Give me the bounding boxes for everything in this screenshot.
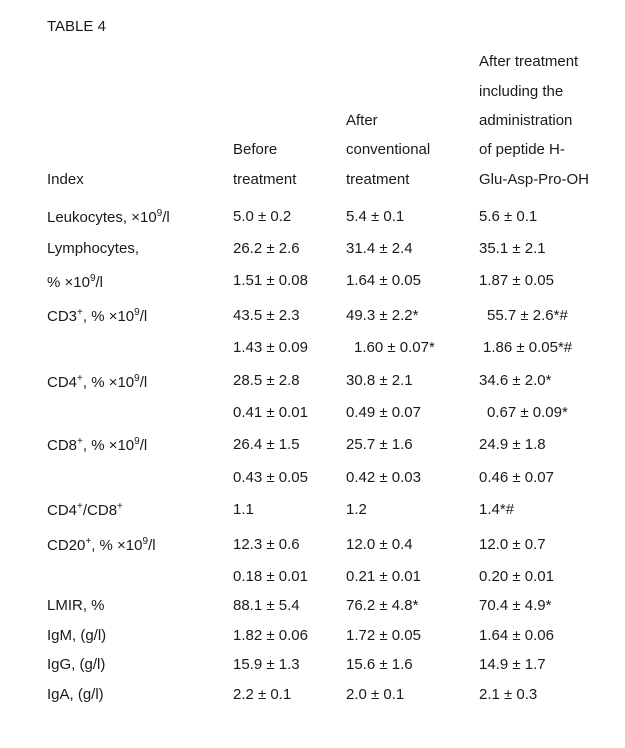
cell-peptide: 14.9 ± 1.7 — [479, 656, 546, 673]
cell-conventional: 12.0 ± 0.4 — [346, 536, 413, 553]
row-index: CD3+, % $\times 10^9/l$ — [47, 307, 148, 325]
header-peptide-line: After treatment — [479, 53, 579, 70]
cell-before: 1.43 ± 0.09 — [233, 339, 308, 356]
cell-peptide: 5.6 ± 0.1 — [479, 208, 538, 225]
cell-conventional: 2.0 ± 0.1 — [346, 686, 405, 703]
cell-before: 5.0 ± 0.2 — [233, 208, 292, 225]
cell-peptide: 12.0 ± 0.7 — [479, 536, 546, 553]
row-index: LMIR, % — [47, 597, 105, 614]
cell-peptide: 55.7 ± 2.6*# — [487, 307, 568, 324]
row-index: Leukocytes, $\times 10^9/l$ — [47, 208, 170, 226]
header-conventional-line: After — [346, 112, 378, 129]
cell-before: 12.3 ± 0.6 — [233, 536, 300, 553]
cell-before: 1.82 ± 0.06 — [233, 627, 308, 644]
cell-conventional: 0.21 ± 0.01 — [346, 568, 421, 585]
row-index: CD8+, % $\times 10^9/l$ — [47, 436, 148, 454]
row-index: CD4+, % $\times 10^9/l$ — [47, 373, 148, 391]
cell-before: 28.5 ± 2.8 — [233, 372, 300, 389]
cell-peptide: 1.64 ± 0.06 — [479, 627, 554, 644]
cell-before: 26.2 ± 2.6 — [233, 240, 300, 257]
cell-peptide: 1.86 ± 0.05*# — [483, 339, 573, 356]
header-conventional-line: treatment — [346, 171, 410, 188]
cell-before: 26.4 ± 1.5 — [233, 436, 300, 453]
header-peptide-line: of peptide H- — [479, 141, 565, 158]
header-peptide-line: administration — [479, 112, 573, 129]
row-index: CD4+/CD8+ — [47, 501, 123, 519]
cell-conventional: 1.2 — [346, 501, 367, 518]
cell-conventional: 0.42 ± 0.03 — [346, 469, 421, 486]
cell-conventional: 30.8 ± 2.1 — [346, 372, 413, 389]
table-title: TABLE 4 — [47, 18, 106, 35]
cell-before: 0.41 ± 0.01 — [233, 404, 308, 421]
cell-conventional: 49.3 ± 2.2* — [346, 307, 419, 324]
cell-conventional: 76.2 ± 4.8* — [346, 597, 419, 614]
row-index: % $\times 10^9/l$ — [47, 273, 104, 291]
cell-peptide: 35.1 ± 2.1 — [479, 240, 546, 257]
row-index: IgM, (g/l) — [47, 627, 107, 644]
row-index: CD20+, % $\times 10^9/l$ — [47, 536, 156, 554]
cell-before: 43.5 ± 2.3 — [233, 307, 300, 324]
cell-peptide: 34.6 ± 2.0* — [479, 372, 552, 389]
cell-conventional: 25.7 ± 1.6 — [346, 436, 413, 453]
cell-peptide: 1.4*# — [479, 501, 515, 518]
cell-conventional: 0.49 ± 0.07 — [346, 404, 421, 421]
header-index-line: Index — [47, 171, 84, 188]
header-before-line: Before — [233, 141, 278, 158]
cell-conventional: 1.72 ± 0.05 — [346, 627, 421, 644]
cell-peptide: 0.46 ± 0.07 — [479, 469, 554, 486]
cell-peptide: 1.87 ± 0.05 — [479, 272, 554, 289]
cell-conventional: 5.4 ± 0.1 — [346, 208, 405, 225]
cell-peptide: 2.1 ± 0.3 — [479, 686, 538, 703]
cell-peptide: 70.4 ± 4.9* — [479, 597, 552, 614]
cell-peptide: 24.9 ± 1.8 — [479, 436, 546, 453]
cell-before: 1.1 — [233, 501, 254, 518]
cell-before: 88.1 ± 5.4 — [233, 597, 300, 614]
cell-conventional: 1.64 ± 0.05 — [346, 272, 421, 289]
cell-before: 15.9 ± 1.3 — [233, 656, 300, 673]
cell-before: 0.18 ± 0.01 — [233, 568, 308, 585]
header-peptide-line: including the — [479, 83, 564, 100]
header-before-line: treatment — [233, 171, 297, 188]
cell-before: 2.2 ± 0.1 — [233, 686, 292, 703]
cell-peptide: 0.20 ± 0.01 — [479, 568, 554, 585]
row-index: Lymphocytes, — [47, 240, 139, 257]
cell-conventional: 31.4 ± 2.4 — [346, 240, 413, 257]
cell-before: 0.43 ± 0.05 — [233, 469, 308, 486]
cell-peptide: 0.67 ± 0.09* — [487, 404, 568, 421]
row-index: IgG, (g/l) — [47, 656, 106, 673]
header-peptide-line: Glu-Asp-Pro-OH — [479, 171, 590, 188]
cell-before: 1.51 ± 0.08 — [233, 272, 308, 289]
header-conventional-line: conventional — [346, 141, 431, 158]
cell-conventional: 1.60 ± 0.07* — [354, 339, 435, 356]
row-index: IgA, (g/l) — [47, 686, 104, 703]
cell-conventional: 15.6 ± 1.6 — [346, 656, 413, 673]
